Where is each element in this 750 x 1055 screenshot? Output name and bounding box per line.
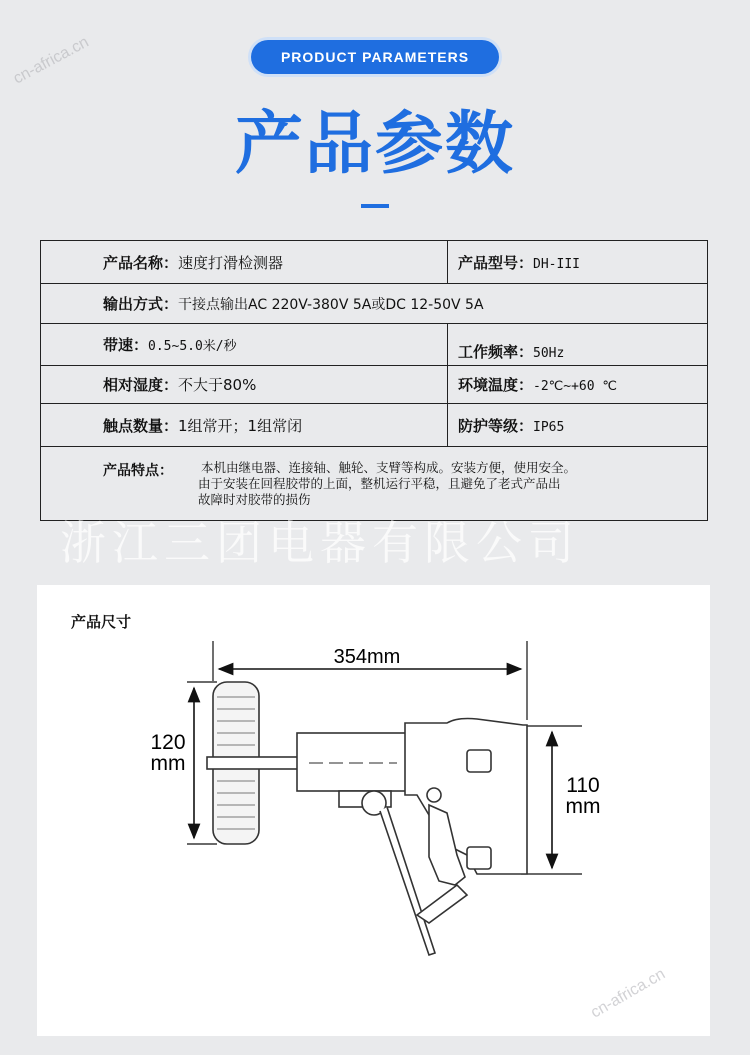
contact-count-cell: [41, 404, 448, 447]
product-name-cell: [41, 241, 448, 284]
speed-detector-outline: [207, 682, 527, 955]
page-title: 产品参数: [234, 105, 515, 184]
product-model-value: DH-III: [533, 256, 580, 272]
right-height-value: 110: [566, 774, 600, 797]
watermark-site-bottom: cn-africa.cn: [588, 965, 669, 1022]
table-row: [41, 404, 708, 447]
humidity-label: 相对湿度：: [103, 376, 179, 394]
company-watermark: 浙江三团电器有限公司: [60, 516, 580, 570]
ambient-temperature-value: -2℃~+60 ℃: [533, 379, 618, 394]
belt-speed-cell: [41, 324, 448, 366]
humidity-cell: [41, 366, 448, 404]
right-height-unit: mm: [565, 795, 601, 818]
width-dimension-label: 354mm: [333, 646, 401, 668]
ambient-temperature-label: 环境温度：: [458, 376, 534, 394]
features-line: 本机由继电器、连接轴、触轮、支臂等构成。安装方便，使用安全。: [201, 459, 577, 475]
parameters-table: [40, 240, 708, 521]
output-mode-cell: [41, 284, 708, 324]
table-row: [41, 366, 708, 404]
features-label: 产品特点：: [103, 462, 173, 479]
product-model-cell: [448, 241, 708, 284]
humidity-value: 不大于80%: [178, 376, 257, 394]
output-mode-value: 干接点输出AC 220V-380V 5A或DC 12-50V 5A: [178, 297, 484, 313]
features-text: [198, 459, 577, 508]
protection-level-value: IP65: [533, 419, 565, 435]
features-line: 故障时对胶带的损伤: [198, 491, 311, 507]
protection-level-cell: [448, 404, 708, 447]
dimension-diagram-card: [37, 585, 710, 1036]
product-parameters-badge: PRODUCT PARAMETERS: [251, 40, 499, 74]
product-name-value: 速度打滑检测器: [178, 253, 284, 272]
table-row: [41, 241, 708, 284]
belt-speed-value: 0.5~5.0米/秒: [148, 339, 237, 354]
left-height-value: 120: [150, 731, 186, 754]
output-mode-label: 输出方式：: [103, 295, 179, 313]
contact-count-label: 触点数量：: [103, 416, 179, 435]
work-frequency-label: 工作频率：: [458, 343, 534, 361]
features-line: 由于安装在回程胶带的上面，整机运行平稳，且避免了老式产品出: [198, 475, 561, 491]
product-model-label: 产品型号：: [458, 253, 534, 272]
product-dimension-drawing: [37, 585, 710, 1036]
protection-level-label: 防护等级：: [458, 416, 534, 435]
belt-speed-label: 带速：: [103, 336, 149, 354]
ambient-temperature-cell: [448, 366, 708, 404]
title-divider: [361, 204, 389, 208]
product-name-label: 产品名称：: [103, 253, 179, 272]
contact-count-value: 1组常开；1组常闭: [178, 416, 303, 435]
left-height-unit: mm: [150, 752, 186, 775]
watermark-site-top: cn-africa.cn: [10, 33, 92, 88]
work-frequency-cell: [448, 324, 708, 366]
table-row: [41, 284, 708, 324]
dimension-title: 产品尺寸: [71, 613, 132, 631]
table-row: [41, 324, 708, 366]
work-frequency-value: 50Hz: [533, 346, 565, 361]
